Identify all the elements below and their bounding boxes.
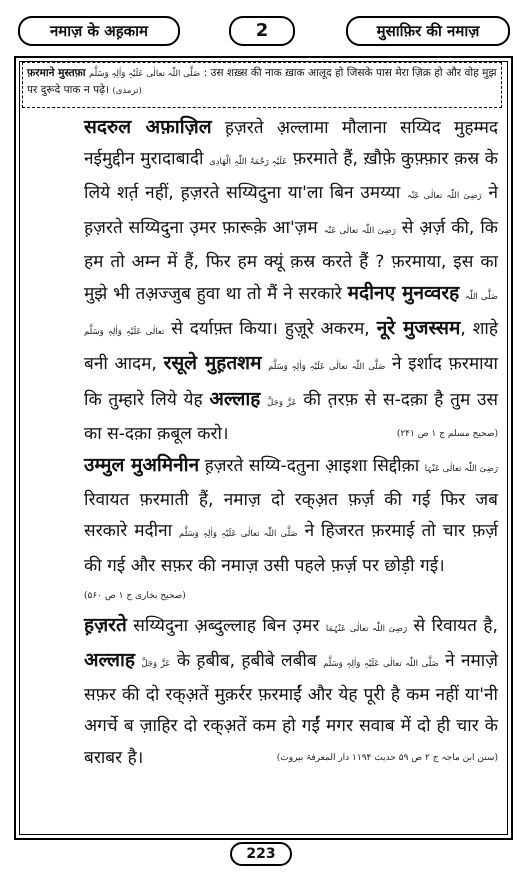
para1-text: की त़रफ़ से स-दक़ा है तुम उस का स-दक़ा क़बूल करो। — [84, 389, 499, 444]
paragraph-2 — [26, 450, 498, 610]
para3-arabic: رَضِیَ اللّٰہ تعالٰی عَنْہُمَا — [325, 623, 408, 634]
para3-bold: अल्लाह — [84, 649, 135, 672]
para1-arabic: عَزَّ وَجَلَّ — [267, 397, 297, 408]
para1-text: ने ह़ज़रते सय्यिदुना उ़मर फ़ारूक़े आ'ज़म — [84, 183, 499, 238]
para1-text: फ़रमाते हैं, ख़ौफ़े कुफ़्फ़ार क़स्र के लिये शर्त़ नहीं, ह़ज़रते सय्यिदुना या'ला बिन उमय्या — [84, 149, 498, 204]
para3-lead: ह़ज़रते — [84, 613, 127, 636]
para1-arabic: صَلَّی اللّٰہ تعالٰی عَلَیْہِ وَاٰلِہٖ وَسَلَّم — [268, 362, 386, 373]
hadith-box — [22, 62, 502, 108]
para1-bold: मदीनए मुनव्वरह — [347, 282, 460, 305]
para3-text: ने नमाज़े सफ़र की दो रक्अ़तें मुक़र्रर फ़रमाईं और येह पूरी है कम नहीं या'नी अगर्चे ब ज़ाहिर दो रक्अ़तें कम हो गईं मगर सवाब में दो ही चार के बराबर है। — [84, 651, 499, 768]
para1-arabic: صَلَّی اللّٰہ تعالٰی عَلَیْہِ وَاٰلِہٖ وَسَلَّم — [84, 292, 498, 338]
para1-text: ने इर्शाद फ़रमाया कि तुम्हारे लिये येह — [84, 354, 498, 410]
para2-text: रिवायत फ़रमाती हैं, नमाज़ दो रक्अ़त फ़र्ज़ की गई फिर जब सरकारे मदीना — [84, 490, 498, 542]
header-page-badge: 2 — [229, 16, 295, 46]
para1-text: से अ़र्ज़ की, कि हम तो अम्न में हैं, फिर हम क्यूं क़स्र करते हैं ? फ़रमाया, इस का मुझे भी तअ़ज्जुब हुवा था तो मैं ने सरकारे — [84, 217, 498, 305]
para1-arabic: رَضِیَ اللّٰہ تعالٰی عَنْہ — [406, 191, 482, 202]
page-number: 223 — [230, 842, 292, 866]
para3-arabic: عَزَّ وَجَلَّ — [141, 659, 171, 670]
para1-lead: सदरुल अफ़ाज़िल — [84, 116, 212, 138]
salawat-text: صَلَّی اللّٰہ تعالٰی عَلَیْہِ وَاٰلِہٖ وَسَلَّم — [88, 69, 201, 79]
para2-reference: (صحیح بخاری ج ۱ ص ۵۶۰) — [84, 590, 186, 601]
para3-text: के ह़बीब, ह़बीबे लबीब — [170, 651, 317, 672]
para2-arabic: رَضِیَ اللّٰہ تعالٰی عَنْہَا — [424, 464, 499, 475]
para3-text: से रिवायत है, — [407, 615, 498, 636]
header-right-title: मुसाफ़िर की नमाज़ — [346, 16, 510, 46]
hadith-text: : उस शख़्स की नाक ख़ाक आलूद हो जिसके पास मेरा ज़िक्र हो और वोह मुझ पर दुरूदे पाक न पढ़े। — [27, 67, 497, 96]
para1-text: , शाहे बनी आदम, — [84, 319, 498, 375]
para3-arabic: صَلَّی اللّٰہ تعالٰی عَلَیْہِ وَاٰلِہٖ وَسَلَّم — [323, 659, 439, 670]
para1-arabic: عَلَیْہِ رَحْمَۃُ اللّٰہِ الْھَادِی — [209, 157, 288, 168]
header-left-title: नमाज़ के अह़काम — [18, 16, 180, 46]
paragraph-1 — [26, 112, 498, 450]
para3-text: सय्यिदुना अ़ब्दुल्लाह बिन उ़मर — [126, 615, 320, 636]
para1-reference: (صحیح مسلم ج ۱ ص ۲۴۱) — [396, 428, 498, 439]
hadith-source: (ترمذی) — [112, 86, 142, 96]
para1-bold: अल्लाह — [209, 387, 261, 410]
para2-lead: उम्मुल मुअमिनीन — [84, 454, 200, 477]
para1-arabic: رَضِیَ اللّٰہ تعالٰی عَنْہ — [323, 225, 396, 236]
para1-text: ह़ज़रते अ़ल्लामा मौलाना सय्यिद मुहम्मद नईमुद्दीन मुरादाबादी — [84, 118, 499, 170]
page-body — [26, 112, 498, 774]
para2-text: ने हिजरत फ़रमाई तो चार फ़र्ज़ की गई और सफ़र की नमाज़ उसी पहले फ़र्ज़ पर छोड़ी गई। — [84, 521, 499, 576]
paragraph-3 — [26, 610, 498, 774]
para1-bold: रसूले मुह़तशम — [163, 352, 262, 375]
hadith-label: फ़रमाने मुस्तफ़ा — [27, 67, 86, 79]
para1-bold: नूरे मुजस्सम — [376, 317, 461, 340]
para2-text: ह़ज़रते सय्यि-दतुना आ़इशा सिद्दीक़ा — [199, 456, 420, 477]
para1-text: से दर्याफ़्त किया। हुज़ूरे अकरम, — [164, 319, 370, 340]
para3-reference: (سنن ابن ماجہ ج ۲ ص ۵۹ حدیث ۱۱۹۴ دار المعرفۃ بیروت) — [276, 752, 498, 763]
para2-arabic: صَلَّی اللّٰہ تعالٰی عَلَیْہِ وَاٰلِہٖ وَسَلَّم — [179, 529, 298, 540]
